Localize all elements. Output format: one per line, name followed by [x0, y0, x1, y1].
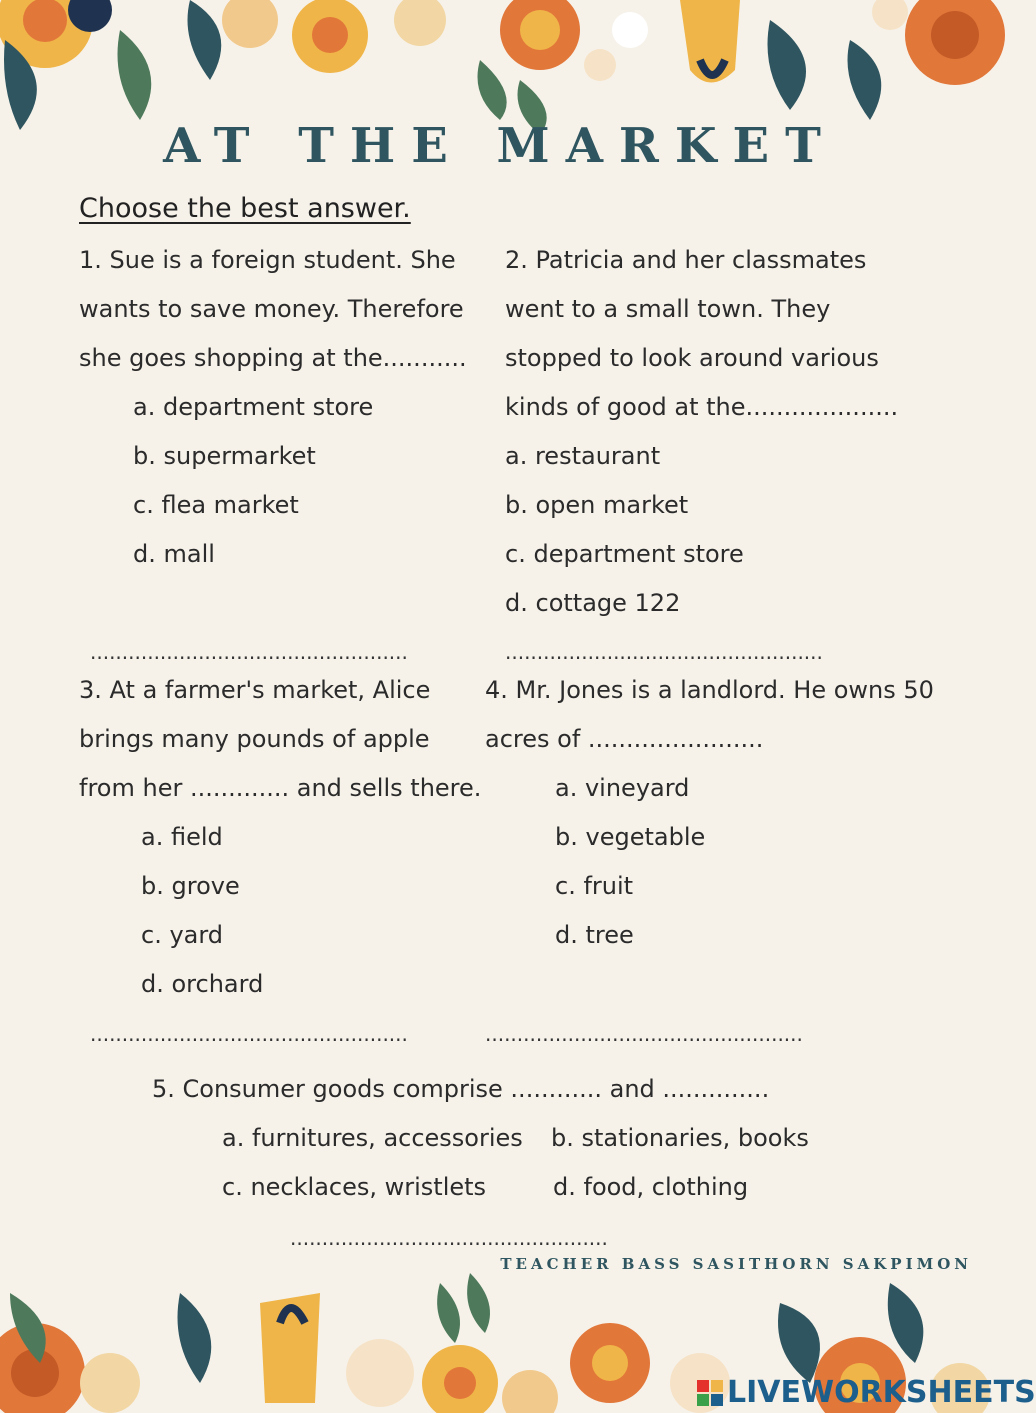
question-2-option-b[interactable]: b. open market	[505, 491, 689, 519]
protea-icon	[680, 0, 740, 83]
watermark-text: LIVEWORKSHEETS	[727, 1375, 1036, 1410]
question-5-option-b[interactable]: b. stationaries, books	[551, 1124, 809, 1152]
flower-icon	[500, 0, 648, 81]
question-2-answer-blank[interactable]: ..................................................	[505, 640, 823, 664]
instruction-text: Choose the best answer.	[79, 193, 411, 224]
question-1-option-b[interactable]: b. supermarket	[133, 442, 316, 470]
question-5-answer-blank[interactable]: ..................................................	[290, 1226, 608, 1250]
question-4-option-d[interactable]: d. tree	[555, 921, 634, 949]
question-3-option-c[interactable]: c. yard	[141, 921, 224, 949]
question-1-option-a[interactable]: a. department store	[133, 393, 374, 421]
question-5-option-d[interactable]: d. food, clothing	[553, 1173, 749, 1201]
question-4-line-1: 4. Mr. Jones is a landlord. He owns 50	[485, 676, 934, 704]
page-title: AT THE MARKET	[163, 118, 837, 174]
question-1-line-1: 1. Sue is a foreign student. She	[79, 246, 456, 274]
question-4-answer-blank[interactable]: ..................................................	[485, 1022, 803, 1046]
question-2-option-a[interactable]: a. restaurant	[505, 442, 661, 470]
question-4-line-2: acres of .......................	[485, 725, 764, 753]
question-1-answer-blank[interactable]: ..................................................	[90, 640, 408, 664]
question-3-line-3: from her ............. and sells there.	[79, 774, 482, 802]
leaf-icon	[768, 20, 882, 120]
question-2-line-3: stopped to look around various	[505, 344, 879, 372]
author-credit: TEACHER BASS SASITHORN SAKPIMON	[500, 1255, 972, 1273]
question-4-option-b[interactable]: b. vegetable	[555, 823, 706, 851]
question-5-option-a[interactable]: a. furnitures, accessories	[222, 1124, 523, 1152]
question-1-line-2: wants to save money. Therefore	[79, 295, 464, 323]
question-3-option-a[interactable]: a. field	[141, 823, 223, 851]
question-1-option-c[interactable]: c. flea market	[133, 491, 299, 519]
question-3-line-1: 3. At a farmer's market, Alice	[79, 676, 431, 704]
leaf-icon	[437, 1273, 490, 1343]
question-5-option-c[interactable]: c. necklaces, wristlets	[222, 1173, 487, 1201]
liveworksheets-watermark	[697, 1375, 1036, 1410]
question-2-option-c[interactable]: c. department store	[505, 540, 744, 568]
question-3-option-b[interactable]: b. grove	[141, 872, 240, 900]
question-2-line-1: 2. Patricia and her classmates	[505, 246, 867, 274]
flower-icon	[872, 0, 1005, 85]
question-1-line-3: she goes shopping at the...........	[79, 344, 467, 372]
question-2-option-d[interactable]: d. cottage 122	[505, 589, 681, 617]
question-2-line-2: went to a small town. They	[505, 295, 831, 323]
flower-icon	[346, 1339, 558, 1413]
question-4-option-a[interactable]: a. vineyard	[555, 774, 690, 802]
protea-icon	[260, 1293, 320, 1403]
question-3-line-2: brings many pounds of apple	[79, 725, 430, 753]
question-4-option-c[interactable]: c. fruit	[555, 872, 634, 900]
question-1-option-d[interactable]: d. mall	[133, 540, 215, 568]
question-5-line-1: 5. Consumer goods comprise ............ and ..............	[152, 1075, 770, 1103]
question-2-line-4: kinds of good at the....................	[505, 393, 899, 421]
liveworksheets-logo-icon	[697, 1380, 723, 1406]
flower-icon	[222, 0, 446, 73]
question-3-answer-blank[interactable]: ..................................................	[90, 1022, 408, 1046]
question-3-option-d[interactable]: d. orchard	[141, 970, 264, 998]
